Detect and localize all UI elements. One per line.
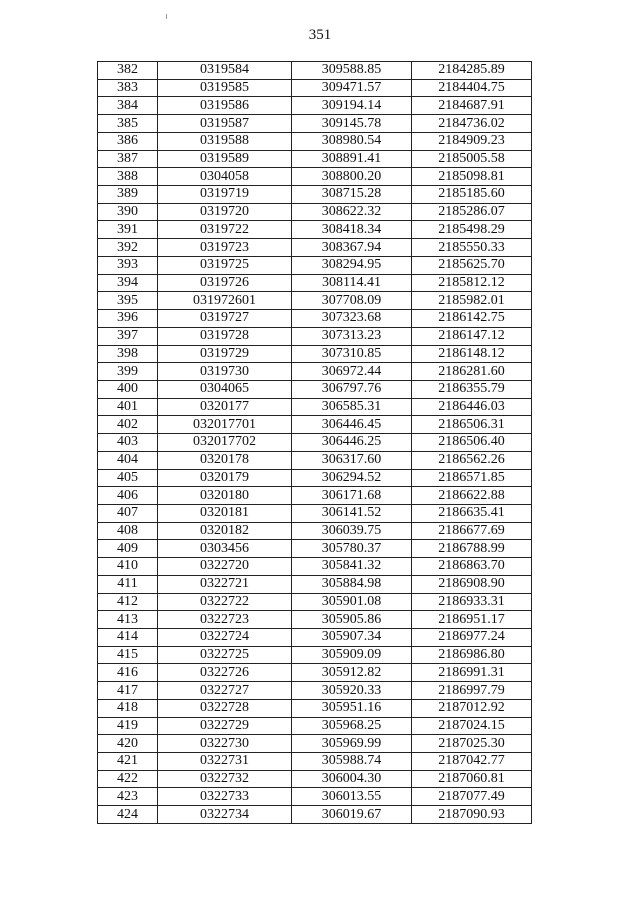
- table-row: [98, 150, 532, 168]
- point-number-cell: 411: [98, 575, 158, 593]
- x-coordinate-cell: 308980.54: [292, 132, 412, 150]
- point-id-cell: 0319585: [158, 79, 292, 97]
- x-coordinate-cell: 306294.52: [292, 469, 412, 487]
- x-coordinate-cell: 305968.25: [292, 717, 412, 735]
- table-row: [98, 203, 532, 221]
- point-number-cell: 418: [98, 699, 158, 717]
- point-id-cell: 0319589: [158, 150, 292, 168]
- table-row: [98, 97, 532, 115]
- y-coordinate-cell: 2185498.29: [412, 221, 532, 239]
- point-id-cell: 0322727: [158, 682, 292, 700]
- table-row: [98, 487, 532, 505]
- x-coordinate-cell: 305912.82: [292, 664, 412, 682]
- point-id-cell: 0319719: [158, 186, 292, 204]
- x-coordinate-cell: 306019.67: [292, 806, 412, 824]
- point-id-cell: 0319729: [158, 345, 292, 363]
- point-id-cell: 0319726: [158, 274, 292, 292]
- point-id-cell: 0322732: [158, 770, 292, 788]
- y-coordinate-cell: 2184687.91: [412, 97, 532, 115]
- table-row: [98, 416, 532, 434]
- table-row: [98, 274, 532, 292]
- y-coordinate-cell: 2186635.41: [412, 504, 532, 522]
- point-number-cell: 390: [98, 203, 158, 221]
- y-coordinate-cell: 2186951.17: [412, 611, 532, 629]
- table-row: [98, 168, 532, 186]
- table-row: [98, 132, 532, 150]
- y-coordinate-cell: 2186142.75: [412, 310, 532, 328]
- point-number-cell: 406: [98, 487, 158, 505]
- y-coordinate-cell: 2186991.31: [412, 664, 532, 682]
- y-coordinate-cell: 2186997.79: [412, 682, 532, 700]
- y-coordinate-cell: 2185625.70: [412, 256, 532, 274]
- point-id-cell: 0320177: [158, 398, 292, 416]
- x-coordinate-cell: 306972.44: [292, 363, 412, 381]
- point-id-cell: 032017701: [158, 416, 292, 434]
- point-number-cell: 408: [98, 522, 158, 540]
- point-number-cell: 423: [98, 788, 158, 806]
- point-number-cell: 402: [98, 416, 158, 434]
- point-id-cell: 0319727: [158, 310, 292, 328]
- point-number-cell: 387: [98, 150, 158, 168]
- x-coordinate-cell: 305920.33: [292, 682, 412, 700]
- table-row: [98, 611, 532, 629]
- x-coordinate-cell: 308367.94: [292, 239, 412, 257]
- table-row: [98, 310, 532, 328]
- point-id-cell: 0304065: [158, 380, 292, 398]
- table-row: [98, 735, 532, 753]
- x-coordinate-cell: 306797.76: [292, 380, 412, 398]
- y-coordinate-cell: 2184285.89: [412, 62, 532, 80]
- point-id-cell: 0320182: [158, 522, 292, 540]
- page-number: 351: [308, 27, 332, 43]
- table-row: [98, 682, 532, 700]
- point-number-cell: 403: [98, 434, 158, 452]
- y-coordinate-cell: 2186863.70: [412, 558, 532, 576]
- point-number-cell: 407: [98, 504, 158, 522]
- y-coordinate-cell: 2186355.79: [412, 380, 532, 398]
- x-coordinate-cell: 307323.68: [292, 310, 412, 328]
- x-coordinate-cell: 305841.32: [292, 558, 412, 576]
- y-coordinate-cell: 2185185.60: [412, 186, 532, 204]
- table-row: [98, 522, 532, 540]
- table-row: [98, 79, 532, 97]
- x-coordinate-cell: 309194.14: [292, 97, 412, 115]
- point-number-cell: 420: [98, 735, 158, 753]
- coordinates-table-body: [98, 62, 532, 824]
- table-row: [98, 664, 532, 682]
- y-coordinate-cell: 2186977.24: [412, 629, 532, 647]
- x-coordinate-cell: 305780.37: [292, 540, 412, 558]
- x-coordinate-cell: 305907.34: [292, 629, 412, 647]
- point-number-cell: 396: [98, 310, 158, 328]
- x-coordinate-cell: 306446.45: [292, 416, 412, 434]
- x-coordinate-cell: 308715.28: [292, 186, 412, 204]
- point-number-cell: 422: [98, 770, 158, 788]
- y-coordinate-cell: 2186788.99: [412, 540, 532, 558]
- point-id-cell: 0320179: [158, 469, 292, 487]
- table-row: [98, 504, 532, 522]
- y-coordinate-cell: 2187012.92: [412, 699, 532, 717]
- x-coordinate-cell: 306141.52: [292, 504, 412, 522]
- point-id-cell: 0319588: [158, 132, 292, 150]
- x-coordinate-cell: 308418.34: [292, 221, 412, 239]
- point-number-cell: 413: [98, 611, 158, 629]
- point-id-cell: 0319725: [158, 256, 292, 274]
- x-coordinate-cell: 307708.09: [292, 292, 412, 310]
- x-coordinate-cell: 306171.68: [292, 487, 412, 505]
- table-row: [98, 575, 532, 593]
- y-coordinate-cell: 2186446.03: [412, 398, 532, 416]
- table-row: [98, 186, 532, 204]
- point-number-cell: 395: [98, 292, 158, 310]
- y-coordinate-cell: 2186281.60: [412, 363, 532, 381]
- x-coordinate-cell: 306317.60: [292, 451, 412, 469]
- x-coordinate-cell: 307310.85: [292, 345, 412, 363]
- point-number-cell: 400: [98, 380, 158, 398]
- point-number-cell: 416: [98, 664, 158, 682]
- point-id-cell: 0319730: [158, 363, 292, 381]
- point-number-cell: 419: [98, 717, 158, 735]
- point-number-cell: 385: [98, 115, 158, 133]
- point-number-cell: 391: [98, 221, 158, 239]
- table-row: [98, 256, 532, 274]
- y-coordinate-cell: 2186933.31: [412, 593, 532, 611]
- point-number-cell: 412: [98, 593, 158, 611]
- point-id-cell: 0319728: [158, 327, 292, 345]
- point-id-cell: 0322725: [158, 646, 292, 664]
- y-coordinate-cell: 2185286.07: [412, 203, 532, 221]
- table-row: [98, 380, 532, 398]
- table-row: [98, 558, 532, 576]
- y-coordinate-cell: 2186147.12: [412, 327, 532, 345]
- table-row: [98, 540, 532, 558]
- table-row: [98, 806, 532, 824]
- table-row: [98, 221, 532, 239]
- y-coordinate-cell: 2186571.85: [412, 469, 532, 487]
- y-coordinate-cell: 2187060.81: [412, 770, 532, 788]
- table-row: [98, 239, 532, 257]
- x-coordinate-cell: 305969.99: [292, 735, 412, 753]
- y-coordinate-cell: 2186622.88: [412, 487, 532, 505]
- point-id-cell: 0319722: [158, 221, 292, 239]
- point-id-cell: 0319720: [158, 203, 292, 221]
- point-number-cell: 409: [98, 540, 158, 558]
- y-coordinate-cell: 2187042.77: [412, 753, 532, 771]
- point-id-cell: 0319586: [158, 97, 292, 115]
- table-row: [98, 469, 532, 487]
- coordinates-table: [97, 61, 532, 824]
- point-number-cell: 415: [98, 646, 158, 664]
- point-id-cell: 0319723: [158, 239, 292, 257]
- x-coordinate-cell: 305951.16: [292, 699, 412, 717]
- x-coordinate-cell: 305988.74: [292, 753, 412, 771]
- point-number-cell: 384: [98, 97, 158, 115]
- point-id-cell: 0322734: [158, 806, 292, 824]
- y-coordinate-cell: 2185005.58: [412, 150, 532, 168]
- y-coordinate-cell: 2185812.12: [412, 274, 532, 292]
- y-coordinate-cell: 2187025.30: [412, 735, 532, 753]
- point-number-cell: 405: [98, 469, 158, 487]
- point-id-cell: 0320178: [158, 451, 292, 469]
- x-coordinate-cell: 309145.78: [292, 115, 412, 133]
- point-number-cell: 424: [98, 806, 158, 824]
- x-coordinate-cell: 306585.31: [292, 398, 412, 416]
- table-row: [98, 770, 532, 788]
- x-coordinate-cell: 305905.86: [292, 611, 412, 629]
- point-id-cell: 031972601: [158, 292, 292, 310]
- y-coordinate-cell: 2186506.40: [412, 434, 532, 452]
- table-row: [98, 451, 532, 469]
- table-row: [98, 788, 532, 806]
- point-id-cell: 0319587: [158, 115, 292, 133]
- point-id-cell: 032017702: [158, 434, 292, 452]
- point-number-cell: 417: [98, 682, 158, 700]
- point-id-cell: 0303456: [158, 540, 292, 558]
- point-id-cell: 0320180: [158, 487, 292, 505]
- point-id-cell: 0322733: [158, 788, 292, 806]
- point-number-cell: 410: [98, 558, 158, 576]
- point-number-cell: 383: [98, 79, 158, 97]
- y-coordinate-cell: 2187090.93: [412, 806, 532, 824]
- table-row: [98, 62, 532, 80]
- x-coordinate-cell: 306446.25: [292, 434, 412, 452]
- point-id-cell: 0322721: [158, 575, 292, 593]
- y-coordinate-cell: 2185098.81: [412, 168, 532, 186]
- point-number-cell: 394: [98, 274, 158, 292]
- x-coordinate-cell: 306013.55: [292, 788, 412, 806]
- y-coordinate-cell: 2186677.69: [412, 522, 532, 540]
- table-row: [98, 398, 532, 416]
- y-coordinate-cell: 2184404.75: [412, 79, 532, 97]
- y-coordinate-cell: 2186562.26: [412, 451, 532, 469]
- table-row: [98, 629, 532, 647]
- x-coordinate-cell: 308114.41: [292, 274, 412, 292]
- point-id-cell: 0322730: [158, 735, 292, 753]
- point-number-cell: 392: [98, 239, 158, 257]
- table-row: [98, 115, 532, 133]
- x-coordinate-cell: 305909.09: [292, 646, 412, 664]
- x-coordinate-cell: 306039.75: [292, 522, 412, 540]
- x-coordinate-cell: 309588.85: [292, 62, 412, 80]
- point-id-cell: 0322726: [158, 664, 292, 682]
- point-id-cell: 0320181: [158, 504, 292, 522]
- point-id-cell: 0319584: [158, 62, 292, 80]
- x-coordinate-cell: 305884.98: [292, 575, 412, 593]
- point-id-cell: 0322731: [158, 753, 292, 771]
- point-id-cell: 0322722: [158, 593, 292, 611]
- point-number-cell: 397: [98, 327, 158, 345]
- point-id-cell: 0322724: [158, 629, 292, 647]
- x-coordinate-cell: 305901.08: [292, 593, 412, 611]
- scan-tick-mark: [166, 14, 167, 19]
- table-row: [98, 434, 532, 452]
- y-coordinate-cell: 2187077.49: [412, 788, 532, 806]
- point-number-cell: 388: [98, 168, 158, 186]
- y-coordinate-cell: 2187024.15: [412, 717, 532, 735]
- table-row: [98, 717, 532, 735]
- y-coordinate-cell: 2186986.80: [412, 646, 532, 664]
- table-row: [98, 292, 532, 310]
- point-id-cell: 0322720: [158, 558, 292, 576]
- point-id-cell: 0322729: [158, 717, 292, 735]
- point-number-cell: 414: [98, 629, 158, 647]
- x-coordinate-cell: 309471.57: [292, 79, 412, 97]
- point-id-cell: 0322723: [158, 611, 292, 629]
- point-number-cell: 399: [98, 363, 158, 381]
- point-id-cell: 0322728: [158, 699, 292, 717]
- table-row: [98, 699, 532, 717]
- table-row: [98, 646, 532, 664]
- y-coordinate-cell: 2184909.23: [412, 132, 532, 150]
- x-coordinate-cell: 308294.95: [292, 256, 412, 274]
- y-coordinate-cell: 2186908.90: [412, 575, 532, 593]
- point-number-cell: 401: [98, 398, 158, 416]
- point-number-cell: 421: [98, 753, 158, 771]
- x-coordinate-cell: 308891.41: [292, 150, 412, 168]
- table-row: [98, 753, 532, 771]
- point-number-cell: 404: [98, 451, 158, 469]
- y-coordinate-cell: 2184736.02: [412, 115, 532, 133]
- point-number-cell: 386: [98, 132, 158, 150]
- y-coordinate-cell: 2186506.31: [412, 416, 532, 434]
- table-row: [98, 593, 532, 611]
- y-coordinate-cell: 2185550.33: [412, 239, 532, 257]
- x-coordinate-cell: 307313.23: [292, 327, 412, 345]
- point-number-cell: 398: [98, 345, 158, 363]
- x-coordinate-cell: 308800.20: [292, 168, 412, 186]
- x-coordinate-cell: 306004.30: [292, 770, 412, 788]
- point-number-cell: 393: [98, 256, 158, 274]
- y-coordinate-cell: 2186148.12: [412, 345, 532, 363]
- point-id-cell: 0304058: [158, 168, 292, 186]
- point-number-cell: 382: [98, 62, 158, 80]
- x-coordinate-cell: 308622.32: [292, 203, 412, 221]
- table-row: [98, 345, 532, 363]
- table-row: [98, 363, 532, 381]
- y-coordinate-cell: 2185982.01: [412, 292, 532, 310]
- point-number-cell: 389: [98, 186, 158, 204]
- table-row: [98, 327, 532, 345]
